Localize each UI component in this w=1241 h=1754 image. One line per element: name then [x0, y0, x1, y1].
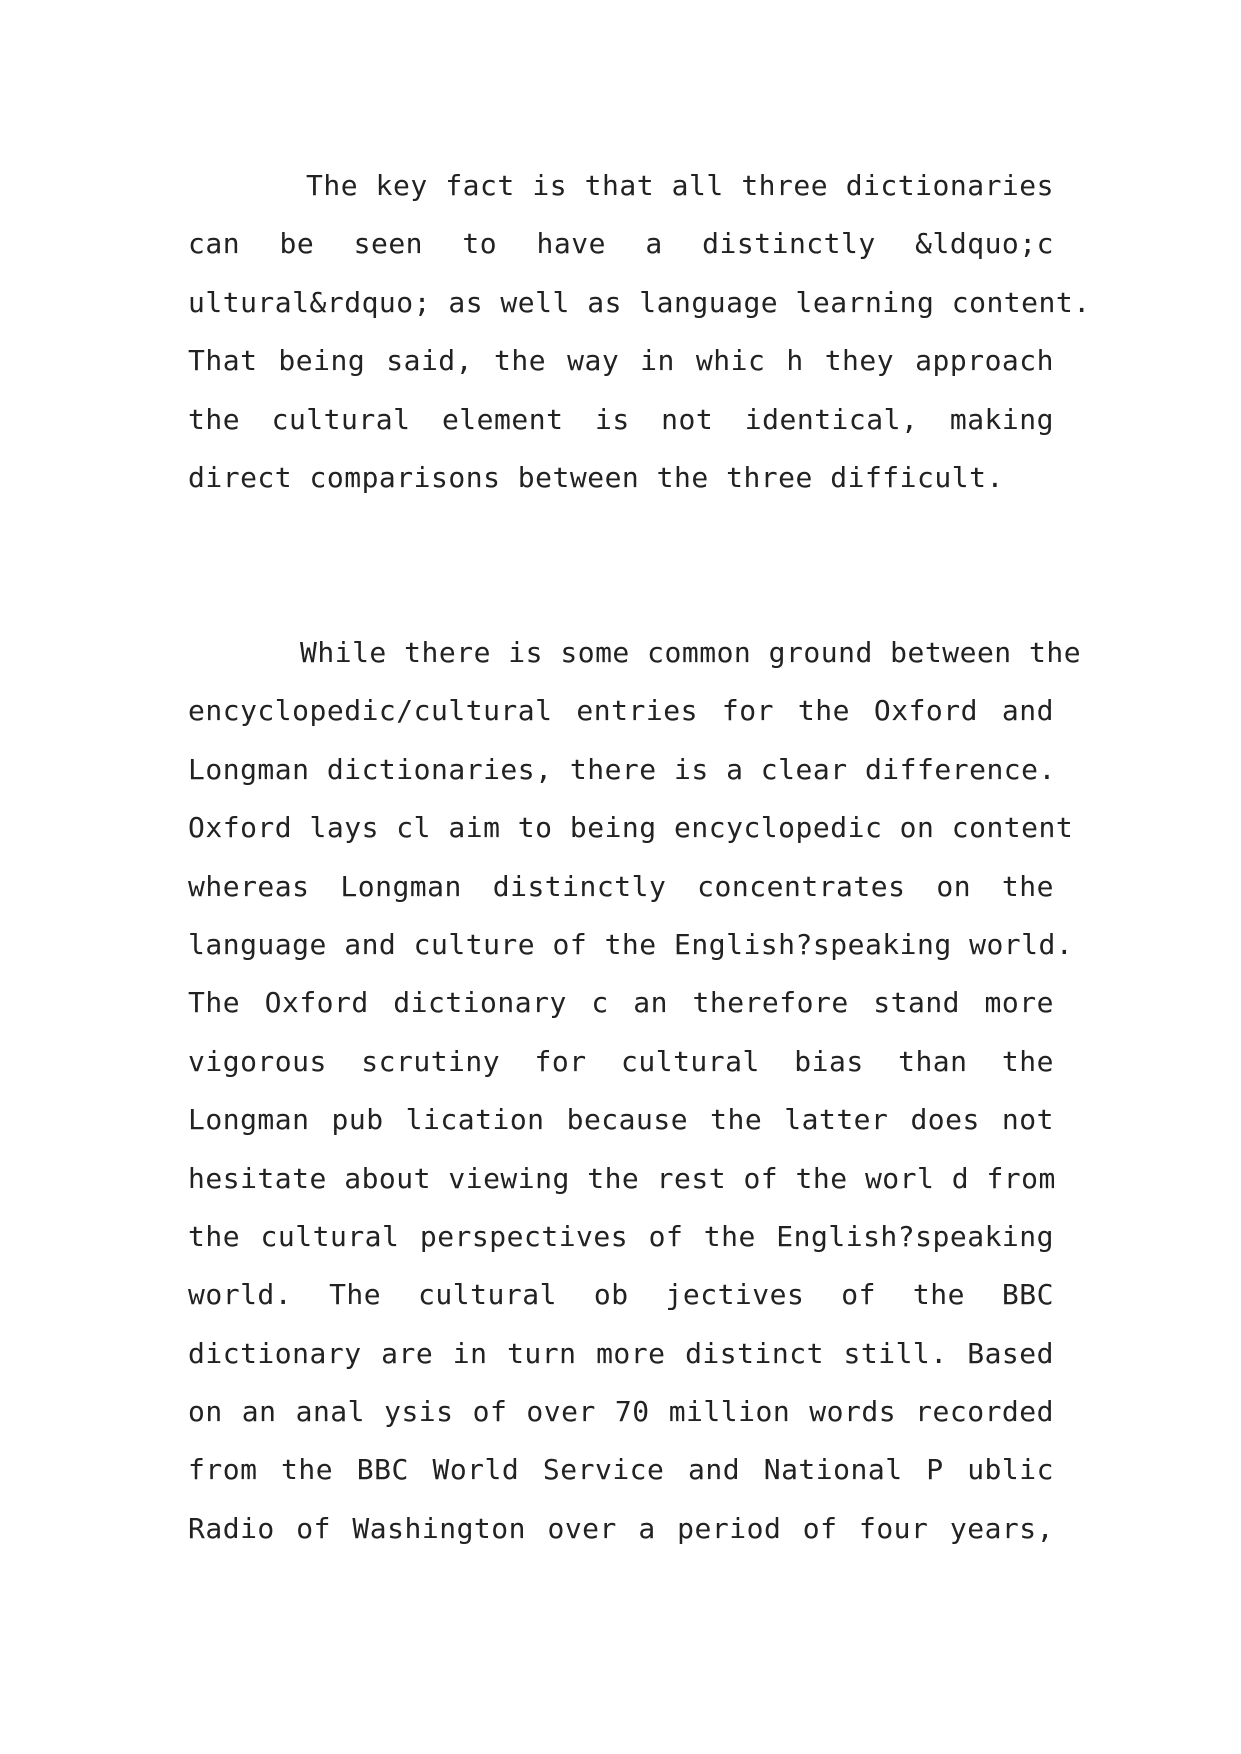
- text-line: Longman dictionaries, there is a clear difference.: [188, 752, 1056, 786]
- text-line: can be seen to have a distinctly &ldquo;c: [188, 227, 1054, 261]
- text-line: The key fact is that all three dictionaries: [306, 169, 1054, 202]
- text-line: the cultural perspectives of the English?speaking: [188, 1219, 1054, 1253]
- text-line: on an anal ysis of over 70 million words recorded: [188, 1395, 1054, 1429]
- text-line: language and culture of the English?speaking world.: [188, 927, 1074, 961]
- text-line: from the BBC World Service and National P ublic: [188, 1453, 1054, 1487]
- paragraph-1: [188, 157, 1091, 507]
- text-line: dictionary are in turn more distinct still. Based: [188, 1336, 1054, 1370]
- text-line: Radio of Washington over a period of four years,: [188, 1511, 1054, 1545]
- text-line: encyclopedic/cultural entries for the Oxford and: [188, 694, 1054, 728]
- text-line: hesitate about viewing the rest of the worl d from: [188, 1161, 1056, 1195]
- text-line: direct comparisons between the three difficult.: [188, 460, 1004, 494]
- text-line: That being said, the way in whic h they approach: [188, 344, 1054, 378]
- text-line: whereas Longman distinctly concentrates on the: [188, 869, 1054, 903]
- text-line: ultural&rdquo; as well as language learning content.: [188, 285, 1091, 319]
- text-line: While there is some common ground between the: [300, 636, 1082, 669]
- text-line: Longman pub lication because the latter does not: [188, 1103, 1054, 1137]
- text-line: world. The cultural ob jectives of the BBC: [188, 1278, 1054, 1312]
- text-line: Oxford lays cl aim to being encyclopedic on content: [188, 811, 1074, 845]
- text-line: vigorous scrutiny for cultural bias than the: [188, 1044, 1054, 1078]
- paragraph-2: [188, 624, 1082, 1558]
- text-line: the cultural element is not identical, making: [188, 402, 1054, 436]
- text-line: The Oxford dictionary c an therefore stand more: [188, 986, 1054, 1020]
